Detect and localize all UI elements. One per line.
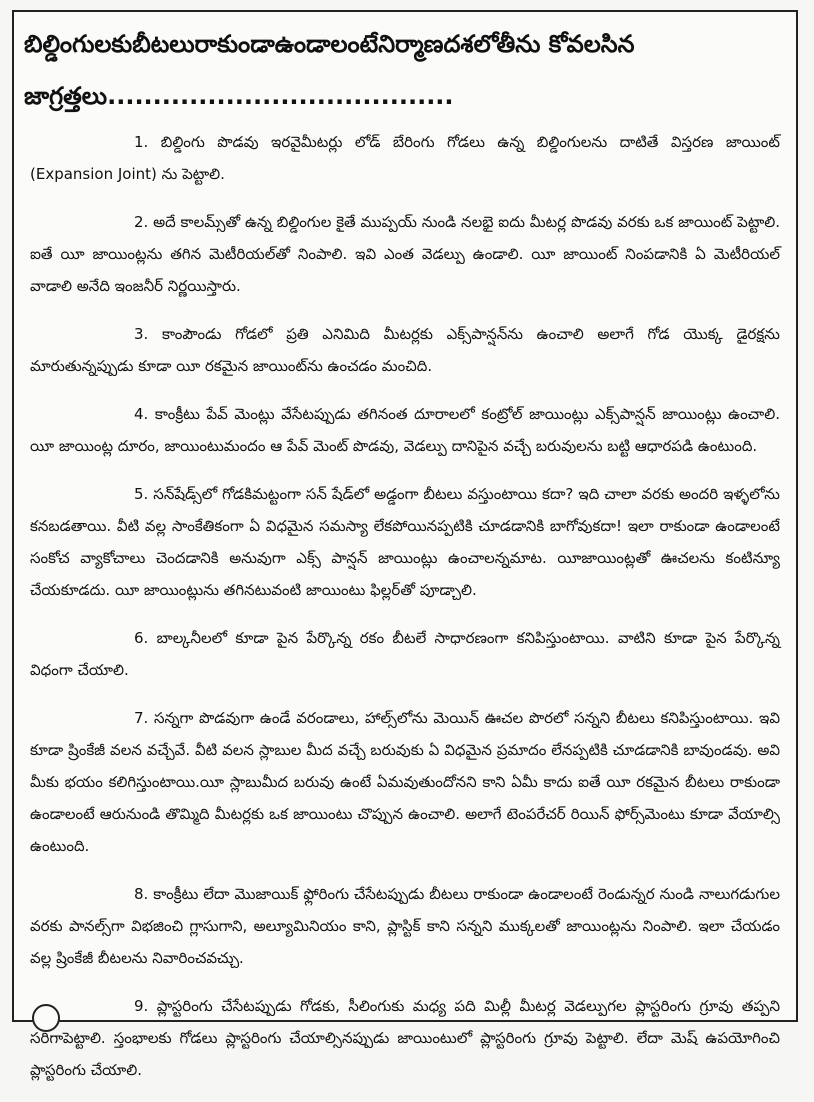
paragraph-text: ప్లాస్టరింగు చేసేటప్పుడు గోడకు, సీలింగుకు మధ్య పది మిల్లీ మీటర్ల వెడల్పుగల ప్లాస్టరింగు గ్రూవు తప్పని సరిగాపెట్టాలి. స్తంభాలకు గోడలు ప్లాస్టరింగు చేయాల్సినప్పుడు జాయింటులో ప్లాస్టరింగు గ్రూవు పెట్టాలి. లేదా మెష్ ఉపయోగించి ప్లాస్టరింగు చేయాలి. bbox=[30, 997, 780, 1079]
paragraph-number: 2. bbox=[134, 213, 149, 231]
paragraph-6 bbox=[30, 622, 780, 686]
paragraph-number: 6. bbox=[134, 629, 149, 647]
paragraph-number: 3. bbox=[134, 325, 149, 343]
paragraph-4 bbox=[30, 398, 780, 462]
paragraph-8 bbox=[30, 878, 780, 974]
paragraph-text: సన్నగా పొడవుగా ఉండే వరండాలు, హాల్స్‌లోను మెయిన్ ఊచల పొరలో సన్నని బీటలు కనిపిస్తుంటాయి. ఇవి కూడా ష్రింకేజీ వలన వచ్చేవే. వీటి వలన స్లాబుల మీద వచ్చే బరువుకు ఏ విధమైన ప్రమాదం లేనప్పటికి చూడడానికి బావుండవు. అవి మీకు భయం కలిగిస్తుంటాయి.యీ స్లాబుమీద బరువు ఉంటే ఏమవుతుందోనని కాని ఏమీ కాదు ఐతే యీ రకమైన బీటలు రాకుండా ఉండాలంటే ఆరునుండి తొమ్మిది మీటర్లకు ఒక జాయింటు చొప్పున ఉంచాలి. అలాగే టెంపరేచర్ రియిన్ ఫోర్స్‌మెంటు కూడా వేయాల్సి ఉంటుంది. bbox=[30, 709, 780, 855]
paragraph-number: 8. bbox=[134, 885, 149, 903]
paragraph-number: 7. bbox=[134, 709, 149, 727]
paragraph-1 bbox=[30, 126, 780, 190]
paragraph-2 bbox=[30, 206, 780, 302]
paragraph-text: బిల్డింగు పొడవు ఇరవైమీటర్లు లోడ్ బేరింగు గోడలు ఉన్న బిల్డింగులను దాటితే విస్తరణ జాయింట్ (Expansion Joint) ను పెట్టాలి. bbox=[30, 133, 780, 183]
paragraph-9 bbox=[30, 990, 780, 1086]
paragraph-text: కాంక్రీటు పేవ్ మెంట్లు వేసేటప్పుడు తగినంత దూరాలలో కంట్రోల్ జాయింట్లు ఎక్స్‌పాన్షన్ జాయింట్లు ఉంచాలి. యీ జాయింట్ల దూరం, జాయింటుమందం ఆ పేవ్ మెంట్ పొడవు, వెడల్పు దానిపైన వచ్చే బరువులను బట్టి ఆధారపడి ఉంటుంది. bbox=[30, 405, 780, 455]
paragraph-text: బాల్కనీలలో కూడా పైన పేర్కొన్న రకం బీటలే సాధారణంగా కనిపిస్తుంటాయి. వాటిని కూడా పైన పేర్కొన్న విధంగా చేయాలి. bbox=[30, 629, 780, 679]
paragraph-7 bbox=[30, 702, 780, 862]
article-body bbox=[30, 126, 780, 1102]
paragraph-5 bbox=[30, 478, 780, 606]
page-title-line-1: బిల్డింగులకుబీటలురాకుండాఉండాలంటేనిర్మాణదశలోతీను కోవలసిన bbox=[24, 30, 635, 58]
paragraph-number: 9. bbox=[134, 997, 149, 1015]
paragraph-text: కాంపౌండు గోడలో ప్రతి ఎనిమిది మీటర్లకు ఎక్స్‌పాన్షన్‌ను ఉంచాలి అలాగే గోడ యొక్క డైరక్షను మారుతున్నప్పుడు కూడా యీ రకమైన జాయింట్‌ను ఉంచడం మంచిది. bbox=[30, 325, 780, 375]
paragraph-3 bbox=[30, 318, 780, 382]
paragraph-number: 1. bbox=[134, 133, 149, 151]
paragraph-number: 5. bbox=[134, 485, 149, 503]
page-title-line-2: జాగ్రత్తలు...................................... bbox=[24, 82, 454, 110]
paragraph-number: 4. bbox=[134, 405, 149, 423]
paragraph-text: కాంక్రీటు లేదా మొజాయిక్ ఫ్లోరింగు చేసేటప్పుడు బీటలు రాకుండా ఉండాలంటే రెండున్నర నుండి నాలుగడుగుల వరకు పానల్స్‌గా విభజించి గ్లాసుగాని, అల్యూమినియం కాని, ప్లాస్టిక్ కాని సన్నని ముక్కలతో జాయింట్లను నింపాలి. ఇలా చేయడం వల్ల ష్రింకేజీ బీటలను నివారించవచ్చు. bbox=[30, 885, 780, 967]
page-title bbox=[24, 18, 784, 122]
paragraph-text: అదే కాలమ్స్‌తో ఉన్న బిల్డింగుల కైతే ముప్పయ్ నుండి నలభై ఐదు మీటర్ల పొడవు వరకు ఒక జాయింట్ పెట్టాలి. ఐతే యీ జాయింట్లను తగిన మెటీరియల్‌తో నింపాలి. ఇవి ఎంత వెడల్పు ఉండాలి. యీ జాయింట్ నింపడానికి ఏ మెటీరియల్ వాడాలి అనేది ఇంజనీర్ నిర్ణయిస్తారు. bbox=[30, 213, 780, 295]
paragraph-text: సన్‌షేడ్స్‌లో గోడకిమట్టంగా సన్ షేడ్‌లో అడ్డంగా బీటలు వస్తుంటాయి కదా? ఇది చాలా వరకు అందరి ఇళ్ళలోను కనబడతాయి. వీటి వల్ల సాంకేతికంగా ఏ విధమైన సమస్యా లేకపోయినప్పటికి చూడడానికి బాగోవుకదా! ఇలా రాకుండా ఉండాలంటే సంకోచ వ్యాకోచాలు చెందడానికి అనువుగా ఎక్స్ పాన్షన్ జాయింట్లు ఉంచాలన్నమాట. యీజాయింట్లతో ఊచలను కంటిన్యూ చేయకూడదు. యీ జాయింట్లును తగినటువంటి జాయింటు ఫిల్లర్‌తో పూడ్చాలి. bbox=[30, 485, 780, 599]
